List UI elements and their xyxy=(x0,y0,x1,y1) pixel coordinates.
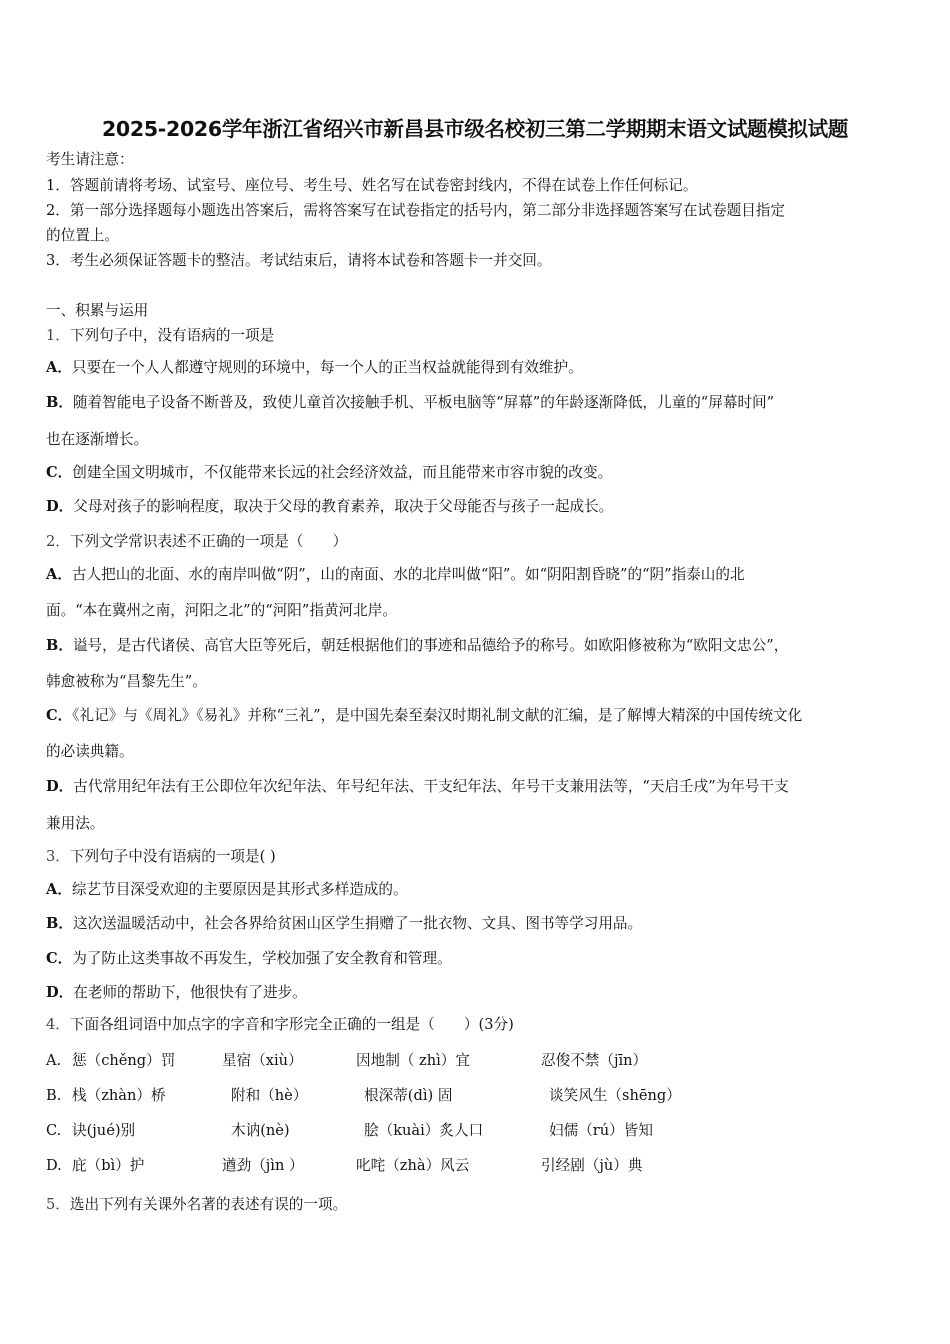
question-stem: 下列句子中没有语病的一项是( ) xyxy=(69,848,276,865)
q2-option-c xyxy=(46,706,802,726)
option-text: 《礼记》与《周礼》《易礼》并称“三礼”，是中国先秦至秦汉时期礼制文献的汇编，是了解博大精深的中国传统文化 xyxy=(72,707,803,724)
page-title: 2025-2026学年浙江省绍兴市新昌县市级名校初三第二学期期末语文试题模拟试题 xyxy=(101,117,849,141)
q3-option-d xyxy=(46,983,307,1003)
notice-item-3: 3．考生必须保证答题卡的整洁。考试结束后，请将本试卷和答题卡一并交回。 xyxy=(46,252,552,269)
word-cell: 庇（bì）护 xyxy=(72,1157,145,1174)
option-label: A． xyxy=(46,566,72,583)
option-label: A． xyxy=(46,881,72,898)
question-stem: 下面各组词语中加点字的字音和字形完全正确的一组是（ ）(3分) xyxy=(69,1016,514,1033)
question-number: 4． xyxy=(46,1016,70,1033)
section-heading: 一、积累与运用 xyxy=(46,302,149,319)
row-label: A. xyxy=(46,1052,62,1069)
q1-option-d xyxy=(46,497,613,517)
q3-option-b xyxy=(46,914,642,934)
notice-heading: 考生请注意： xyxy=(46,151,134,168)
word-cell: 谈笑风生（shēng） xyxy=(549,1087,681,1104)
word-cell: 遒劲（jìn ） xyxy=(222,1157,304,1174)
option-text: 这次送温暖活动中，社会各界给贫困山区学生捐赠了一批衣物、文具、图书等学习用品。 xyxy=(72,915,643,932)
word-cell: 根深蒂(dì) 固 xyxy=(364,1087,453,1104)
question-number: 1． xyxy=(46,327,70,344)
q2-option-d-cont: 兼用法。 xyxy=(46,815,105,832)
question-number: 2． xyxy=(46,533,70,550)
question-4 xyxy=(46,1015,514,1035)
question-1 xyxy=(46,326,274,346)
option-label: C． xyxy=(46,707,73,724)
option-label: A． xyxy=(46,359,72,376)
option-label: B． xyxy=(46,915,73,932)
word-cell: 叱咤（zhà）风云 xyxy=(356,1157,470,1174)
option-label: B． xyxy=(46,394,73,411)
question-5 xyxy=(46,1195,347,1215)
question-stem: 选出下列有关课外名著的表述有误的一项。 xyxy=(69,1196,348,1213)
option-label: D． xyxy=(46,778,74,795)
option-text: 父母对孩子的影响程度，取决于父母的教育素养，取决于父母能否与孩子一起成长。 xyxy=(73,498,614,515)
question-3 xyxy=(46,847,276,867)
notice-item-1: 1．答题前请将考场、试室号、座位号、考生号、姓名写在试卷密封线内，不得在试卷上作任何标记。 xyxy=(46,177,698,194)
option-text: 在老师的帮助下，他很快有了进步。 xyxy=(73,984,307,1001)
word-cell: 星宿（xiù） xyxy=(222,1052,303,1069)
q2-option-c-cont: 的必读典籍。 xyxy=(46,743,134,760)
q1-option-c xyxy=(46,463,612,483)
q2-option-b-cont: 韩愈被称为“昌黎先生”。 xyxy=(46,673,207,690)
word-cell: 木讷(nè) xyxy=(231,1122,290,1139)
q1-option-b-cont: 也在逐渐增长。 xyxy=(46,431,149,448)
q3-option-a xyxy=(46,880,408,900)
option-text: 古代常用纪年法有王公即位年次纪年法、年号纪年法、干支纪年法、年号干支兼用法等，“天启壬戌”为年号干支 xyxy=(73,778,789,795)
option-label: D． xyxy=(46,498,74,515)
q2-option-a-cont: 面。“本在冀州之南，河阳之北”的“河阳”指黄河北岸。 xyxy=(46,602,397,619)
notice-item-2: 2．第一部分选择题每小题选出答案后，需将答案写在试卷指定的括号内，第二部分非选择题答案写在试卷题目指定 xyxy=(46,202,785,219)
question-stem: 下列文学常识表述不正确的一项是（ ） xyxy=(69,533,348,550)
row-label: C. xyxy=(46,1122,62,1139)
option-label: C． xyxy=(46,950,73,967)
question-number: 3． xyxy=(46,848,70,865)
option-text: 谥号，是古代诸侯、高官大臣等死后，朝廷根据他们的事迹和品德给予的称号。如欧阳修被称为“欧阳文忠公”， xyxy=(72,637,789,654)
word-cell: 栈（zhàn）桥 xyxy=(72,1087,166,1104)
option-label: D． xyxy=(46,984,74,1001)
notice-item-2-cont: 的位置上。 xyxy=(46,227,119,244)
q1-option-a xyxy=(46,358,583,378)
word-cell: 惩（chěng）罚 xyxy=(72,1052,176,1069)
row-label: D. xyxy=(46,1157,62,1174)
q2-option-a xyxy=(46,565,745,585)
question-number: 5． xyxy=(46,1196,70,1213)
option-text: 只要在一个人人都遵守规则的环境中，每一个人的正当权益就能得到有效维护。 xyxy=(71,359,583,376)
question-stem: 下列句子中，没有语病的一项是 xyxy=(69,327,275,344)
option-label: B． xyxy=(46,637,73,654)
word-cell: 忍俊不禁（jīn） xyxy=(541,1052,648,1069)
word-cell: 妇儒（rú）皆知 xyxy=(549,1122,653,1139)
option-text: 综艺节目深受欢迎的主要原因是其形式多样造成的。 xyxy=(71,881,408,898)
word-cell: 附和（hè） xyxy=(231,1087,308,1104)
word-cell: 脍（kuài）炙人口 xyxy=(364,1122,484,1139)
word-cell: 因地制（ zhì）宜 xyxy=(356,1052,470,1069)
option-text: 创建全国文明城市，不仅能带来长远的社会经济效益，而且能带来市容市貌的改变。 xyxy=(72,464,613,481)
option-text: 为了防止这类事故不再发生，学校加强了安全教育和管理。 xyxy=(72,950,452,967)
row-label: B. xyxy=(46,1087,62,1104)
question-2 xyxy=(46,532,347,552)
word-cell: 引经剧（jù）典 xyxy=(541,1157,643,1174)
option-text: 随着智能电子设备不断普及，致使儿童首次接触手机、平板电脑等“屏幕”的年龄逐渐降低，儿童的“屏幕时间” xyxy=(72,394,775,411)
word-cell: 诀(jué)别 xyxy=(72,1122,136,1139)
q2-option-d xyxy=(46,777,789,797)
q2-option-b xyxy=(46,636,788,656)
option-label: C． xyxy=(46,464,73,481)
q3-option-c xyxy=(46,949,452,969)
q1-option-b xyxy=(46,393,774,413)
option-text: 古人把山的北面、水的南岸叫做“阴”，山的南面、水的北岸叫做“阳”。如“阴阳割昏晓”的“阴”指泰山的北 xyxy=(71,566,745,583)
